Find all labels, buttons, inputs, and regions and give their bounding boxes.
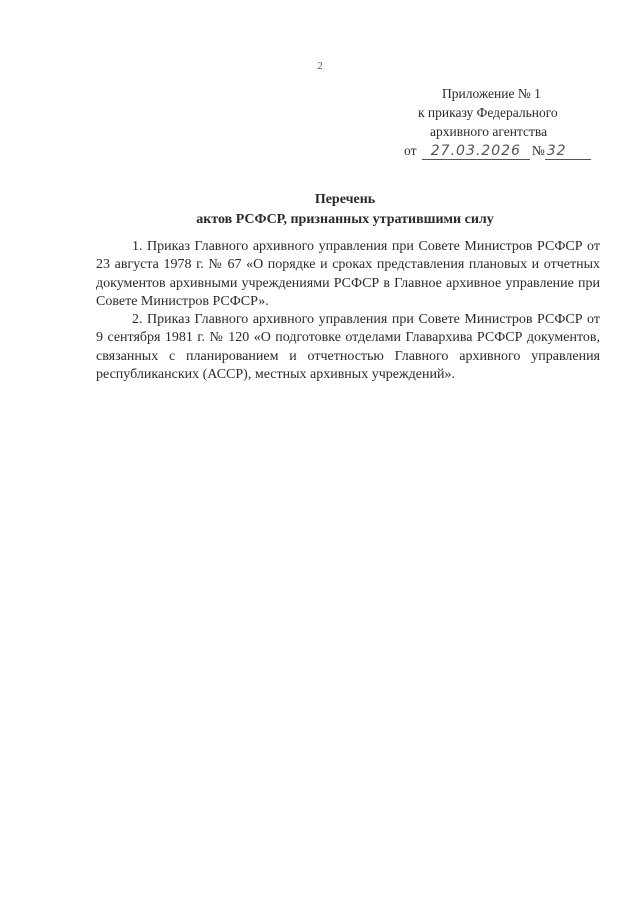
appendix-header [400,84,600,160]
list-item: 1. Приказ Главного архивного управления при Совете Министров РСФСР от 23 августа 1978 г. № 67 «О порядке и сроках представления плановых и отчетных документов архивными учреждениями РСФСР в Главное архивное управление при Совете Министров РСФСР». [96,239,600,309]
title-line-2: актов РСФСР, признанных утратившими силу [196,212,494,227]
appendix-title: Приложение № 1 [442,86,541,101]
appendix-agency: архивного агентства [430,124,548,139]
from-label: от [404,143,417,158]
handwritten-date: 27.03.2026 [422,144,530,160]
list-item: 2. Приказ Главного архивного управления при Совете Министров РСФСР от 9 сентября 1981 г. № 120 «О подготовке отделами Главархива РСФСР документов, связанных с планированием и отчетностью Главного архивного управления республиканских (АССР), местных архивных учреждений». [96,312,600,383]
title-line-1: Перечень [314,192,376,207]
handwritten-number: 32 [545,144,591,160]
appendix-date-number-line [400,141,600,160]
page-number: 2 [317,60,323,72]
appendix-order-reference: к приказу Федерального [418,105,558,120]
document-title [0,190,640,230]
number-label: № [531,143,545,158]
acts-list [96,238,600,384]
